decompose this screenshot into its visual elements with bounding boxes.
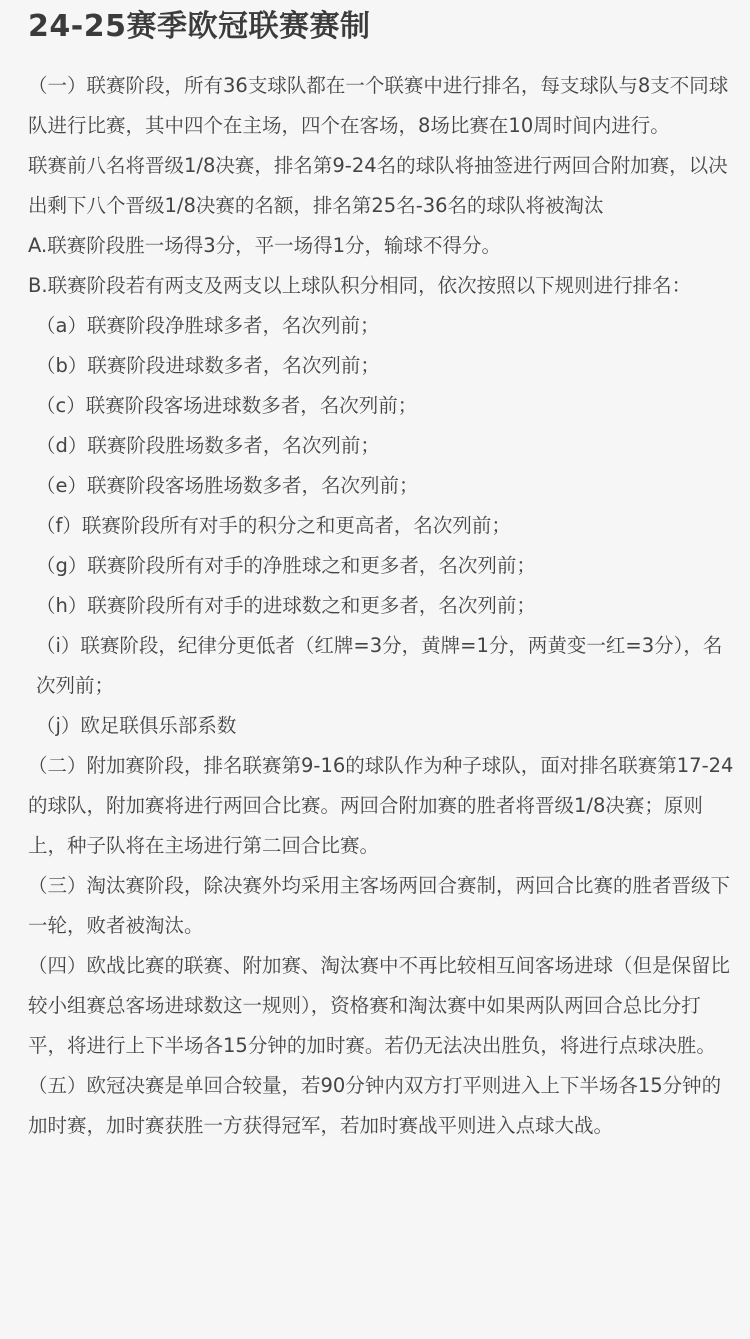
paragraph-away-goals: （四）欧战比赛的联赛、附加赛、淘汰赛中不再比较相互间客场进球（但是保留比较小组赛总客场进球数这一规则），资格赛和淘汰赛中如果两队两回合总比分打平，将进行上下半场各15分钟的加时赛。若仍无法决出胜负，将进行点球决胜。 xyxy=(28,954,731,1057)
tiebreak-rule-g: （g）联赛阶段所有对手的净胜球之和更多者，名次列前； xyxy=(36,554,536,577)
paragraph-tiebreak-intro: B.联赛阶段若有两支及两支以上球队积分相同，依次按照以下规则进行排名： xyxy=(28,274,692,297)
tiebreak-rule-e: （e）联赛阶段客场胜场数多者，名次列前； xyxy=(36,474,419,497)
tiebreak-rule-a: （a）联赛阶段净胜球多者，名次列前； xyxy=(36,314,380,337)
paragraph-final: （五）欧冠决赛是单回合较量，若90分钟内双方打平则进入上下半场各15分钟的加时赛，加时赛获胜一方获得冠军，若加时赛战平则进入点球大战。 xyxy=(28,1074,722,1137)
paragraph-playoff-phase: （二）附加赛阶段，排名联赛第9-16的球队作为种子球队，面对排名联赛第17-24的球队，附加赛将进行两回合比赛。两回合附加赛的胜者将晋级1/8决赛；原则上，种子队将在主场进行第二回合比赛。 xyxy=(28,754,734,857)
tiebreak-rule-j: （j）欧足联俱乐部系数 xyxy=(36,714,237,737)
paragraph-league-phase: （一）联赛阶段，所有36支球队都在一个联赛中进行排名，每支球队与8支不同球队进行比赛，其中四个在主场，四个在客场，8场比赛在10周时间内进行。 xyxy=(28,74,729,137)
page-title: 24-25赛季欧冠联赛赛制 xyxy=(28,9,371,44)
tiebreak-rule-c: （c）联赛阶段客场进球数多者，名次列前； xyxy=(36,394,418,417)
paragraph-points: A.联赛阶段胜一场得3分，平一场得1分，输球不得分。 xyxy=(28,234,502,257)
tiebreak-rule-h: （h）联赛阶段所有对手的进球数之和更多者，名次列前； xyxy=(36,594,536,617)
article-body xyxy=(28,66,734,1146)
paragraph-knockout-phase: （三）淘汰赛阶段，除决赛外均采用主客场两回合赛制，两回合比赛的胜者晋级下一轮，败者被淘汰。 xyxy=(28,874,731,937)
tiebreak-rule-d: （d）联赛阶段胜场数多者，名次列前； xyxy=(36,434,380,457)
paragraph-qualification: 联赛前八名将晋级1/8决赛，排名第9-24名的球队将抽签进行两回合附加赛，以决出剩下八个晋级1/8决赛的名额，排名第25名-36名的球队将被淘汰 xyxy=(28,154,728,217)
tiebreak-rule-b: （b）联赛阶段进球数多者，名次列前； xyxy=(36,354,380,377)
tiebreak-rule-f: （f）联赛阶段所有对手的积分之和更高者，名次列前； xyxy=(36,514,511,537)
tiebreak-rule-i: （i）联赛阶段，纪律分更低者（红牌=3分，黄牌=1分，两黄变一红=3分），名次列前； xyxy=(36,634,723,697)
